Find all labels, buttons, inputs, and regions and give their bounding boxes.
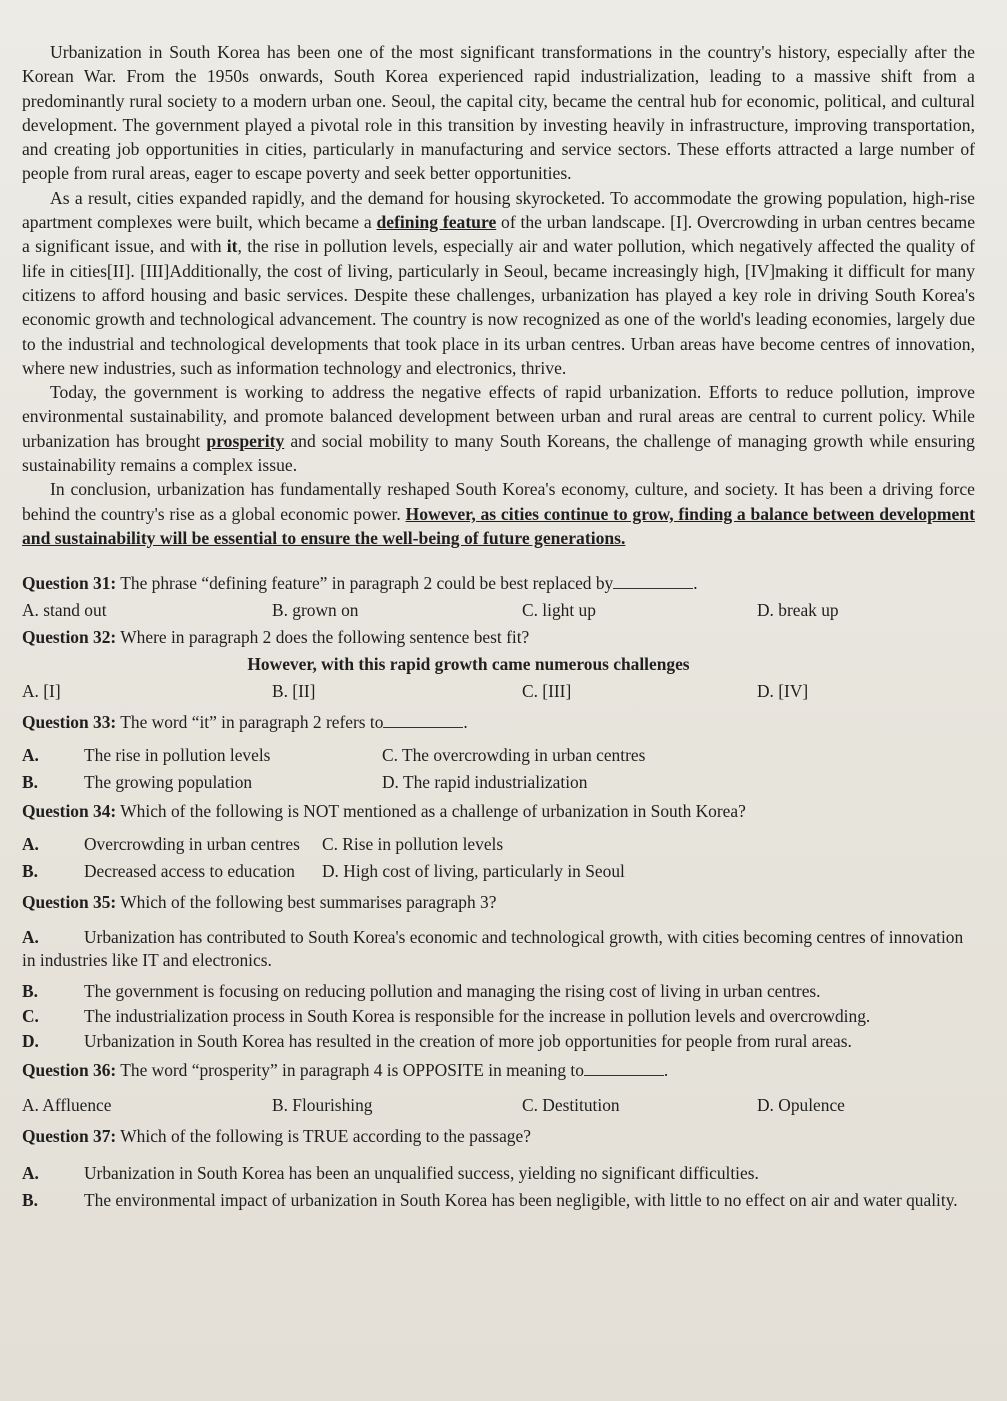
option-d[interactable]: D. Opulence [757, 1095, 845, 1116]
option-b[interactable]: B. The government is focusing on reducing pollution and managing the rising cost of living in urban centres. [22, 981, 821, 1002]
referent-word: it [226, 236, 238, 257]
question-36: Question 36: The word “prosperity” in paragraph 4 is OPPOSITE in meaning to . A. Affluence B. Flourishing C. Destitution D. Opulence [22, 1059, 975, 1117]
paragraph-2: As a result, cities expanded rapidly, and the demand for housing skyrocketed. To accommodate the growing population, high-rise apartment complexes were built, which became a defining feature of the urban landscape. [I]. Overcrowding in urban centres became a significant issue, and with it, the rise in pollution levels, especially air and water pollution, which negatively affected the quality of life in cities[II]. [III]Additionally, the cost of living, particularly in Seoul, became increasingly high, [IV]making it difficult for many citizens to afford housing and basic services. Despite these challenges, urbanization has played a key role in driving South Korea's economic growth and technological advancement. The country is now recognized as one of the world's leading economies, largely due to the industrial and technological developments that took place in its urban centres. Urban areas have become centres of innovation, where new industries, such as information technology and electronics, thrive. [22, 187, 975, 378]
underlined-phrase: defining feature [376, 212, 497, 233]
option-c[interactable]: C. [III] [522, 681, 572, 702]
option-c[interactable]: C. light up [522, 600, 596, 621]
option-b[interactable]: B. [II] [272, 681, 316, 702]
option-d[interactable]: D. The rapid industrialization [382, 772, 588, 793]
option-c[interactable]: C. The overcrowding in urban centres [382, 745, 646, 766]
option-c[interactable]: C. Destitution [522, 1095, 620, 1116]
option-a[interactable]: A. Affluence [22, 1095, 112, 1116]
question-34: Question 34: Which of the following is NOT mentioned as a challenge of urbanization in South Korea? A. Overcrowding in urban centres C. Rise in pollution levels B. Decreased access to education D. High cost of living, particularly in Seoul [22, 800, 975, 883]
option-b[interactable]: B. Decreased access to education [22, 861, 295, 882]
option-a[interactable]: A. stand out [22, 600, 107, 621]
insert-sentence: However, with this rapid growth came numerous challenges [247, 654, 690, 675]
option-a[interactable]: A. Urbanization in South Korea has been an unqualified success, yielding no significant difficulties. [22, 1163, 759, 1184]
question-37: Question 37: Which of the following is TRUE according to the passage? A. Urbanization in South Korea has been an unqualified success, yielding no significant difficulties. B. The environmental impact of urbanization in South Korea has been negligible, with little to no effect on air and water quality. [22, 1125, 975, 1212]
reading-passage [22, 40, 975, 550]
question-31: Question 31: The phrase “defining feature” in paragraph 2 could be best replaced by . A. stand out B. grown on C. light up D. break up [22, 572, 975, 622]
option-a[interactable]: A. [I] [22, 681, 61, 702]
option-a[interactable]: A. Overcrowding in urban centres [22, 834, 300, 855]
option-c[interactable]: C. Rise in pollution levels [322, 834, 504, 855]
underlined-sentence: However, as cities continue to grow, finding a balance between development and sustainability will be essential to ensure the well-being of future generations. [22, 503, 975, 548]
question-33: Question 33: The word “it” in paragraph 2 refers to . A. The rise in pollution levels C. The overcrowding in urban centres B. The growing population D. The rapid industrialization [22, 711, 975, 794]
option-b[interactable]: B. Flourishing [272, 1095, 373, 1116]
option-d[interactable]: D. [IV] [757, 681, 809, 702]
option-c[interactable]: C. The industrialization process in South Korea is responsible for the increase in pollution levels and overcrowding. [22, 1006, 871, 1027]
option-a[interactable]: A. The rise in pollution levels [22, 745, 271, 766]
paragraph-3: Today, the government is working to address the negative effects of rapid urbanization. Efforts to reduce pollution, improve environmental sustainability, and promote balanced development between urban and rural areas are central to current policy. While urbanization has brought prosperity and social mobility to many South Koreans, the challenge of managing growth while ensuring sustainability remains a complex issue. [22, 382, 975, 476]
underlined-word: prosperity [206, 430, 285, 451]
option-b[interactable]: B. The environmental impact of urbanization in South Korea has been negligible, with little to no effect on air and water quality. [22, 1190, 958, 1211]
question-35: Question 35: Which of the following best summarises paragraph 3? A. Urbanization has contributed to South Korea's economic and technological growth, with cities becoming centres of innovation in industries like IT and electronics. B. The government is focusing on reducing pollution and managing the rising cost of living in urban centres. C. The industrialization process in South Korea is responsible for the increase in pollution levels and overcrowding. D. Urbanization in South Korea has resulted in the creation of more job opportunities for people from rural areas. [22, 891, 975, 1053]
option-d[interactable]: D. High cost of living, particularly in Seoul [322, 861, 625, 882]
option-b[interactable]: B. grown on [272, 600, 359, 621]
question-32: Question 32: Where in paragraph 2 does the following sentence best fit? However, with this rapid growth came numerous challenges A. [I] B. [II] C. [III] D. [IV] [22, 626, 975, 703]
question-list [22, 572, 975, 1212]
option-a[interactable]: A. Urbanization has contributed to South Korea's economic and technological growth, with cities becoming centres of innovation in industries like IT and electronics. [22, 927, 964, 971]
option-d[interactable]: D. Urbanization in South Korea has resulted in the creation of more job opportunities for people from rural areas. [22, 1031, 852, 1052]
option-b[interactable]: B. The growing population [22, 772, 253, 793]
option-d[interactable]: D. break up [757, 600, 839, 621]
paragraph-1: Urbanization in South Korea has been one of the most significant transformations in the country's history, especially after the Korean War. From the 1950s onwards, South Korea experienced rapid industrialization, leading to a massive shift from a predominantly rural society to a modern urban one. Seoul, the capital city, became the central hub for economic, political, and cultural development. The government played a pivotal role in this transition by investing heavily in infrastructure, improving transportation, and creating job opportunities in cities, particularly in manufacturing and service sectors. These efforts attracted a large number of people from rural areas, eager to escape poverty and seek better opportunities. [22, 42, 975, 184]
paragraph-4: In conclusion, urbanization has fundamentally reshaped South Korea's economy, culture, and society. It has been a driving force behind the country's rise as a global economic power. However, as cities continue to grow, finding a balance between development and sustainability will be essential to ensure the well-being of future generations. [22, 479, 975, 548]
